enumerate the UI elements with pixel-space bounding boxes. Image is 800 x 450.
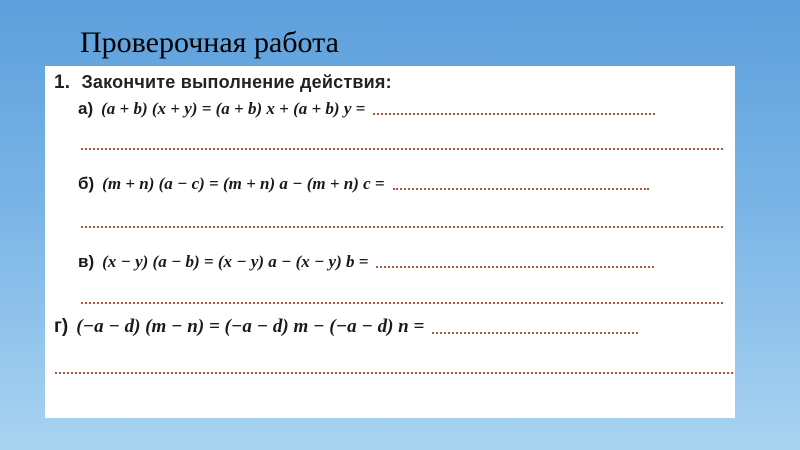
task-a-answer-line[interactable] [373,112,655,115]
task-a [78,99,655,119]
task-b-letter: б) [78,174,95,193]
task-g-letter: г) [54,316,69,337]
task-a-answer-line-2[interactable] [81,148,723,150]
worksheet [45,66,735,418]
task-a-letter: а) [78,99,94,118]
exercise-heading [54,72,392,94]
task-v-answer-line[interactable] [376,265,654,268]
task-g-expression: (−a − d) (m − n) = (−a − d) m − (−a − d) n = [76,316,425,337]
task-v [78,252,654,272]
task-b-answer-line-2[interactable] [81,226,723,228]
slide-title: Проверочная работа [80,26,339,59]
task-v-expression: (x − y) (a − b) = (x − y) a − (x − y) b = [102,252,369,271]
task-b-expression: (m + n) (a − c) = (m + n) a − (m + n) c = [102,174,385,193]
task-b-answer-line[interactable] [393,187,649,190]
task-b [78,174,649,194]
task-v-letter: в) [78,252,95,271]
task-g-answer-line-2[interactable] [55,372,733,374]
task-g-answer-line[interactable] [432,331,638,334]
task-a-expression: (a + b) (x + y) = (a + b) x + (a + b) y = [101,99,366,118]
task-v-answer-line-2[interactable] [81,302,723,304]
exercise-instruction: Закончите выполнение действия: [81,72,392,92]
task-g [54,316,638,338]
exercise-number: 1. [54,72,71,93]
